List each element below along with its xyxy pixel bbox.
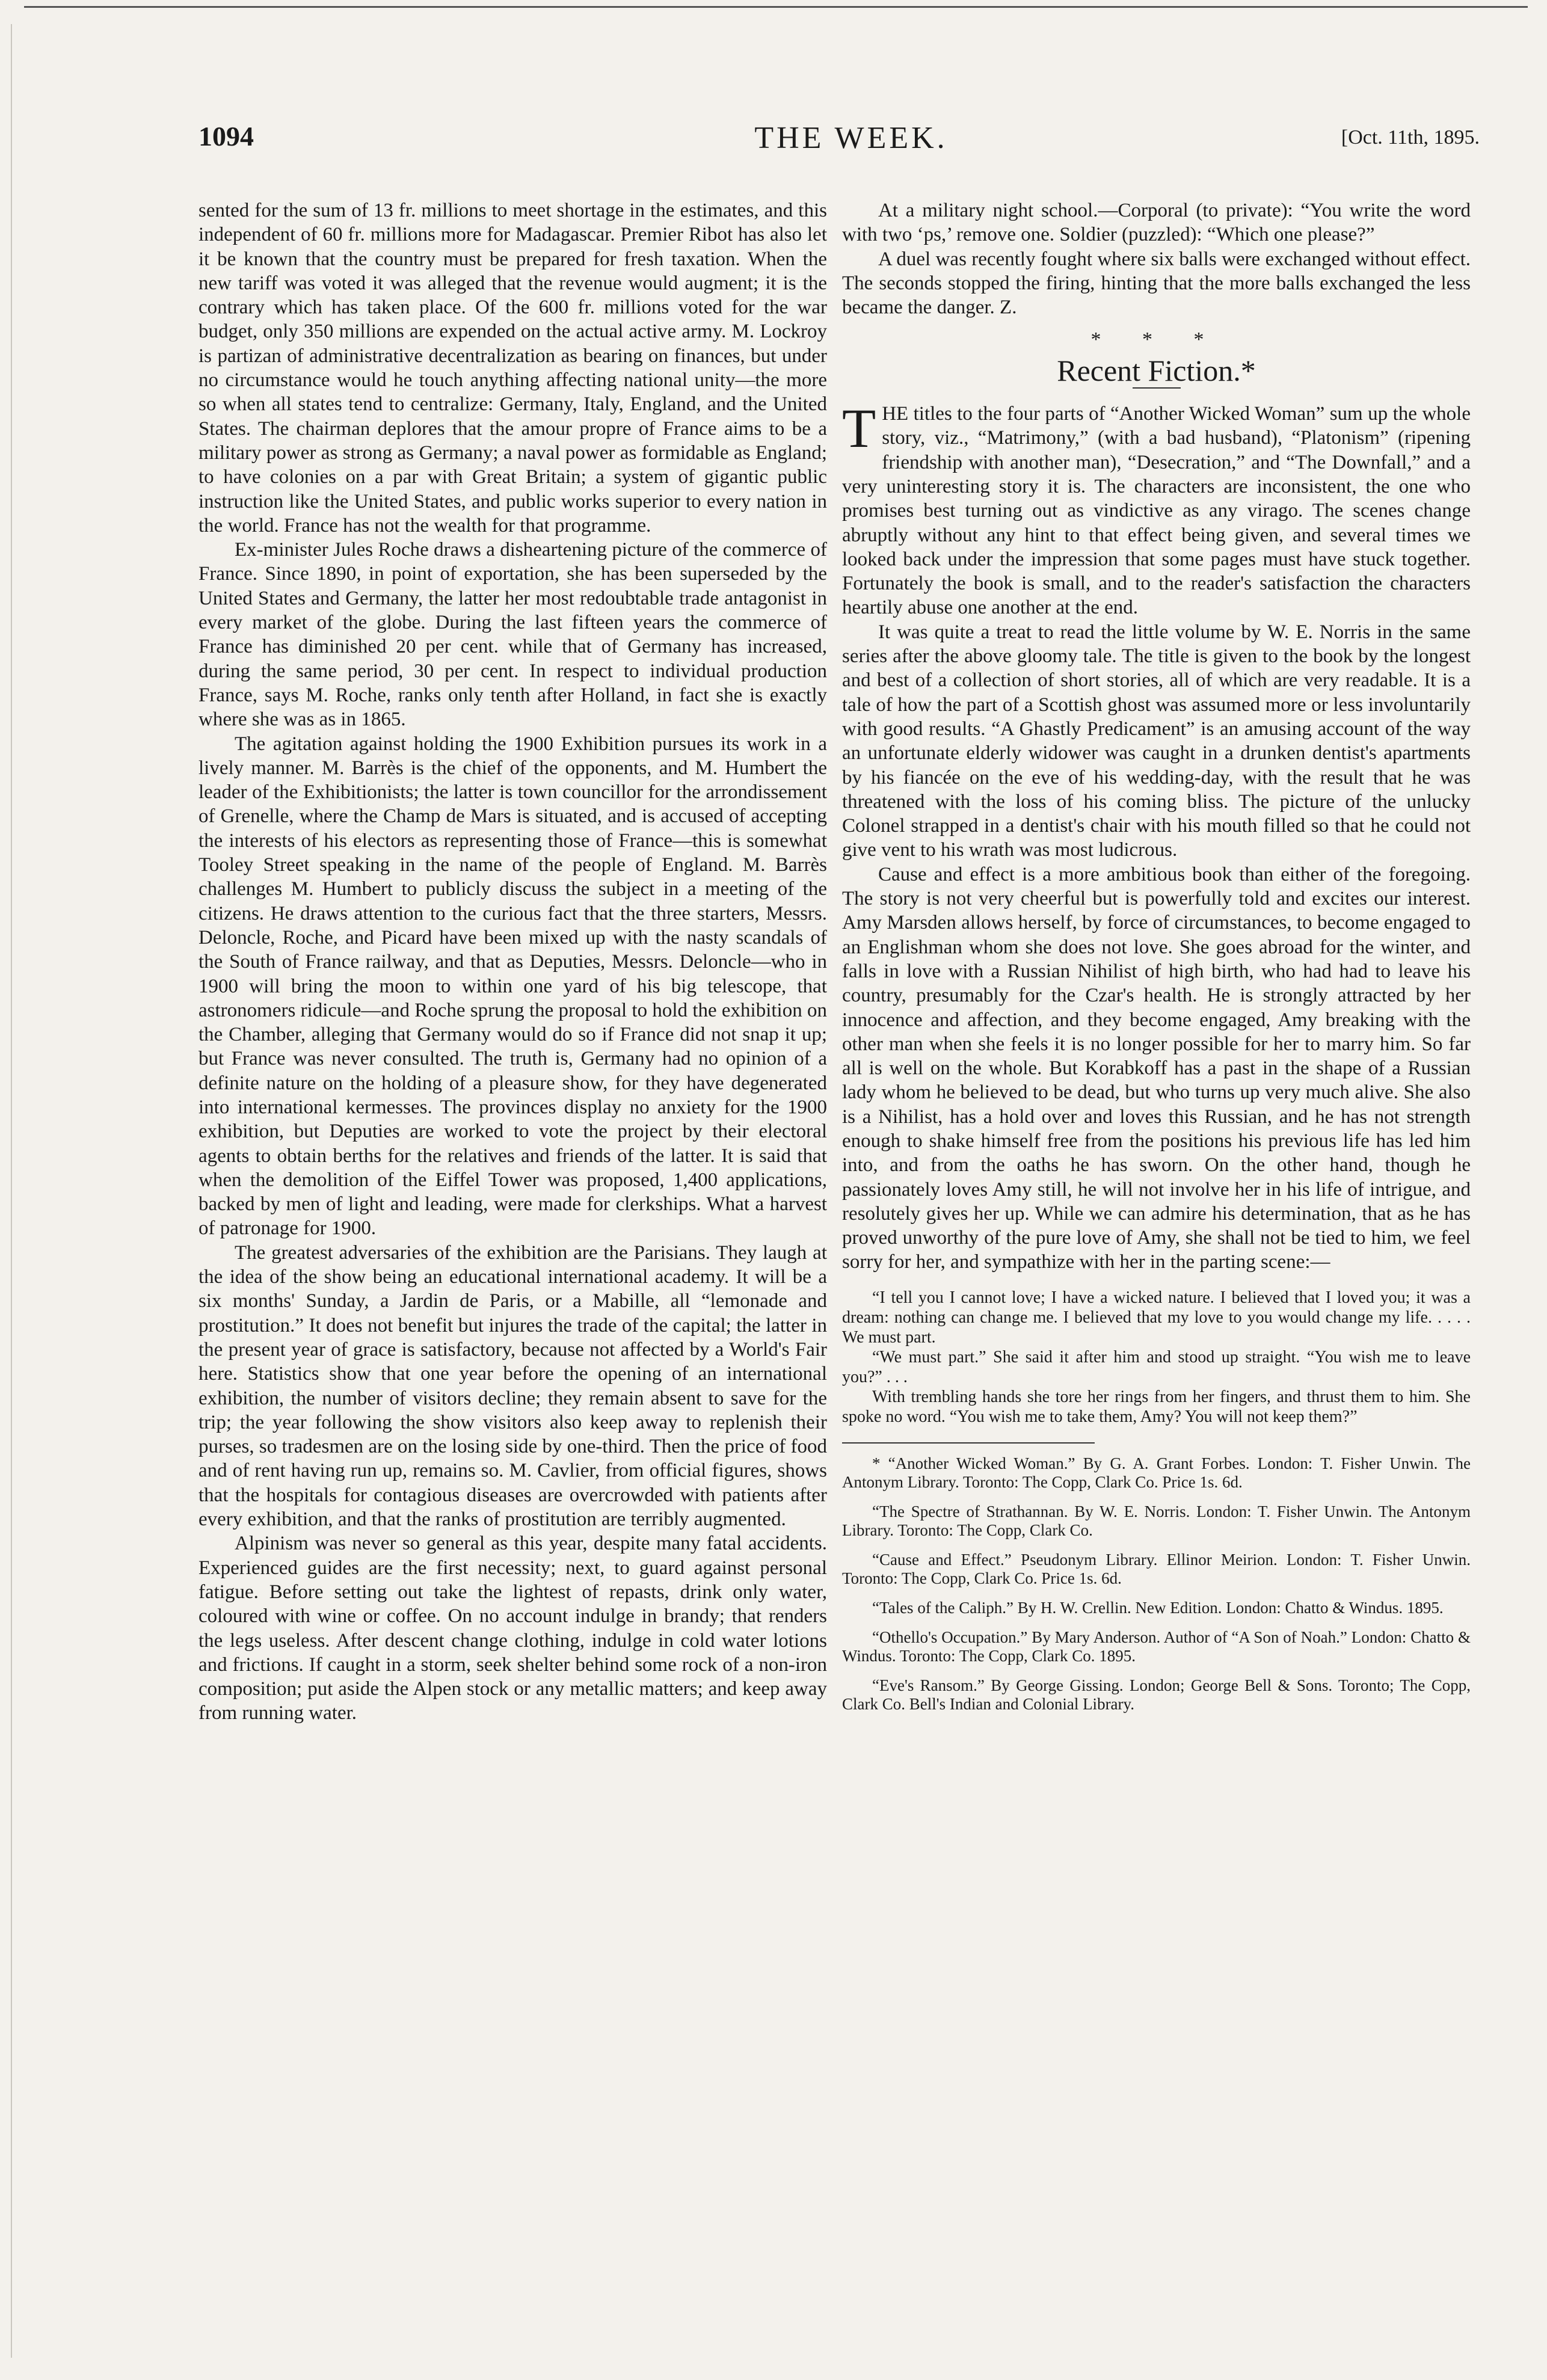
section-divider-stars: * * * <box>1090 328 1222 351</box>
dropcap-letter: T <box>842 398 876 460</box>
quoted-passage <box>842 1288 1471 1427</box>
left-paragraph-3: The agitation against holding the 1900 Exhibition pursues its work in a lively manner. M. Barrès is the chief of the opponents, and M. Humbert the leader of the Exhibitionists; the latter is town councillor for the arrondissement of Grenelle, where the Champ de Mars is situated, and is accused of accepting the interests of his electors as representing those of France—this is somewhat Tooley Street speaking in the name of the people of England. M. Barrès challenges M. Humbert to publicly discuss the subject in a meeting of the citizens. He draws attention to the curious fact that the three starters, Messrs. Deloncle, Roche, and Picard have been mixed up with the nasty scandals of the South of France railway, and that as Deputies, Messrs. Deloncle—who in 1900 will bring the moon to within one yard of his big telescope, that astronomers ridicule—and Roche sprung the proposal to hold the exhibition on the Chamber, alleging that Germany would do so if France did not snap it up; but France was never consulted. The truth is, Germany had no opinion of a definite nature on the holding of a pleasure show, for they have degenerated into international kermesses. The provinces display no anxiety for the 1900 exhibition, but Deputies are worked to vote the project by their electoral agents to obtain berths for the relatives and friends of the latter. It is said that when the demolition of the Eiffel Tower was proposed, 1,400 applications, backed by men of light and leading, were made for clerkships. What a harvest of patronage for 1900. <box>198 733 827 1240</box>
left-paragraph-5: Alpinism was never so general as this year, despite many fatal accidents. Experienced guides are the first necessity; next, to guard against personal fatigue. Before setting out take the lightest of repasts, drink only water, coloured with wine or coffee. On no account indulge in brandy; that renders the legs useless. After descent change clothing, indulge in cold water lotions and frictions. If caught in a storm, seek shelter behind some rock of a non-iron composition; put aside the Alpen stock or any metallic matters; and keep away from running water. <box>198 1533 827 1724</box>
section-heading: Recent Fiction.* <box>1057 353 1256 387</box>
review-paragraph-1 <box>842 398 1471 620</box>
page-edge <box>11 24 12 2358</box>
quote-paragraph-2: “We must part.” She said it after him and stood up straight. “You wish me to leave you?” . . . <box>842 1347 1471 1386</box>
left-paragraph-4: The greatest adversaries of the exhibition are the Parisians. They laugh at the idea of the show being an educational international academy. It will be a six months' Sunday, a Jardin de Paris, or a Mabille, all “lemonade and prostitution.” It does not benefit but injures the trade of the capital; the latter in the present year of grace is satisfactory, because not affected by a World's Fair here. Statistics show that one year before the opening of an international exhibition, the number of visitors decline; they remain absent to save for the trip; the year following the show visitors also keep away to replenish their purses, so tradesmen are on the losing side by one-third. Then the price of food and of rent having run up, remains so. M. Cavlier, from official figures, shows that the hospitals for contagious diseases are overcrowded with patients after every exhibition, and that the ranks of prostitution are terribly augmented. <box>198 1241 827 1531</box>
footnote-4: “Tales of the Caliph.” By H. W. Crellin. New Edition. London: Chatto & Windus. 1895. <box>872 1598 1444 1617</box>
duel-anecdote: A duel was recently fought where six balls were exchanged without effect. The seconds stopped the firing, hinting that the more balls exchanged the less became the danger. Z. <box>842 248 1471 319</box>
right-column <box>842 198 1471 1724</box>
left-paragraph-1: sented for the sum of 13 fr. millions to meet shortage in the estimates, and this independent of 60 fr. millions more for Madagascar. Premier Ribot has also let it be known that the country must be prepared for fresh taxation. When the new tariff was voted it was alleged that the revenue would augment; it is the contrary which has taken place. Of the 600 fr. millions voted for the war budget, only 350 millions are expended on the actual active army. M. Lockroy is partizan of administrative decentralization as bearing on finances, but under no circumstance would he touch anything affecting national unity—the more so when all states tend to centralize: Germany, Italy, England, and the United States. The chairman deplores that the amour propre of France aims to be a military power as strong as Germany; a naval power as formidable as England; to have colonies on a par with Great Britain; a system of gigantic public instruction like the United States, and public works superior to every nation in the world. France has not the wealth for that programme. <box>198 200 827 537</box>
review-paragraph-1-text: HE titles to the four parts of “Another Wicked Woman” sum up the whole story, viz., “Matrimony,” (with a bad husband), “Platonism” (ripening friendship with another man), “Desecration,” and “The Downfall,” and a very uninteresting story it is. The characters are inconsistent, the one who promises best turning out as vindictive as any virago. The scenes change abruptly without any hint to that effect being given, and several times we looked back under the impression that some pages must have stuck together. Fortunately the book is small, and to the reader's satisfaction the characters heartily abuse one another at the end. <box>842 403 1471 619</box>
footnote-2: “The Spectre of Strathannan. By W. E. Norris. London: T. Fisher Unwin. The Antonym Library. Toronto: The Copp, Clark Co. <box>842 1502 1471 1539</box>
running-head <box>198 120 1504 168</box>
footnote-1: * “Another Wicked Woman.” By G. A. Grant Forbes. London: T. Fisher Unwin. The Antonym Library. Toronto: The Copp, Clark Co. Price 1s. 6d. <box>842 1454 1471 1491</box>
left-column <box>198 198 827 1726</box>
review-paragraph-2: It was quite a treat to read the little volume by W. E. Norris in the same series after the above gloomy tale. The title is given to the book by the longest and best of a collection of short stories, all of which are very readable. It is a tale of how the part of a Scottish ghost was assumed more or less involuntarily with good results. “A Ghastly Predicament” is an amusing account of the way an unfortunate elderly widower was caught in a drunken dentist's apartments by his fiancée on the eve of his wedding-day, with the result that he was threatened with the loss of his coming bliss. The picture of the unlucky Colonel strapped in a dentist's chair with his mouth filled so that he could not give vent to his wrath was most ludicrous. <box>842 621 1471 861</box>
issue-date: [Oct. 11th, 1895. <box>1341 126 1480 149</box>
footnote-6: “Eve's Ransom.” By George Gissing. London; George Bell & Sons. Toronto; The Copp, Clark Co. Bell's Indian and Colonial Library. <box>842 1676 1471 1713</box>
heading-rule <box>1133 387 1181 389</box>
footnote-3: “Cause and Effect.” Pseudonym Library. Ellinor Meirion. London: T. Fisher Unwin. Toronto: The Copp, Clark Co. Price 1s. 6d. <box>842 1550 1471 1587</box>
quote-paragraph-3: With trembling hands she tore her rings from her fingers, and thrust them to him. She spoke no word. “You wish me to take them, Amy? You will not keep them?” <box>842 1387 1471 1426</box>
military-school-anecdote: At a military night school.—Corporal (to private): “You write the word with two ‘ps,’ remove one. Soldier (puzzled): “Which one please?” <box>842 200 1471 246</box>
journal-title: THE WEEK. <box>754 121 948 155</box>
quote-paragraph-1: “I tell you I cannot love; I have a wicked nature. I believed that I loved you; it was a dream: nothing can change me. I believed that my love to you would change my life. . . . . We must part. <box>842 1288 1471 1347</box>
top-border-rule <box>24 6 1528 8</box>
left-paragraph-2: Ex-minister Jules Roche draws a disheartening picture of the commerce of France. Since 1890, in point of exportation, she has been superseded by the United States and Germany, the latter her most redoubtable trade antagonist in every market of the globe. During the last fifteen years the commerce of France has diminished 20 per cent. while that of Germany has increased, during the same period, 30 per cent. In respect to individual production France, says M. Roche, ranks only tenth after Holland, in fact she is exactly where she was as in 1865. <box>198 539 827 731</box>
footnote-5: “Othello's Occupation.” By Mary Anderson. Author of “A Son of Noah.” London: Chatto & Windus. Toronto: The Copp, Clark Co. 1895. <box>842 1628 1471 1665</box>
footnote-rule <box>842 1442 1095 1444</box>
footnotes <box>842 1454 1471 1714</box>
page-number: 1094 <box>198 121 254 152</box>
review-paragraph-3: Cause and effect is a more ambitious book than either of the foregoing. The story is not very cheerful but is powerfully told and excites our interest. Amy Marsden allows herself, by force of circumstances, to become engaged to an Englishman whom she does not love. She goes abroad for the winter, and falls in love with a Russian Nihilist of high birth, who had had to leave his country, presumably for the Czar's health. He is strongly attracted by her innocence and affection, and they become engaged, Amy breaking with the other man when she feels it is no longer possible for her to marry him. So far all is well on the whole. But Korabkoff has a past in the shape of a Russian lady whom he believed to be dead, but who turns up very much alive. She also is a Nihilist, has a hold over and loves this Russian, and he has not strength enough to shake himself free from the positions his previous life has led him into, and from the oaths he has sworn. On the other hand, though he passionately loves Amy still, he will not involve her in his life of intrigue, and resolutely gives her up. While we can admire his determination, that as he has proved unworthy of the pure love of Amy, she shall not be tied to him, we feel sorry for her, and sympathize with her in the parting scene:— <box>842 863 1471 1273</box>
